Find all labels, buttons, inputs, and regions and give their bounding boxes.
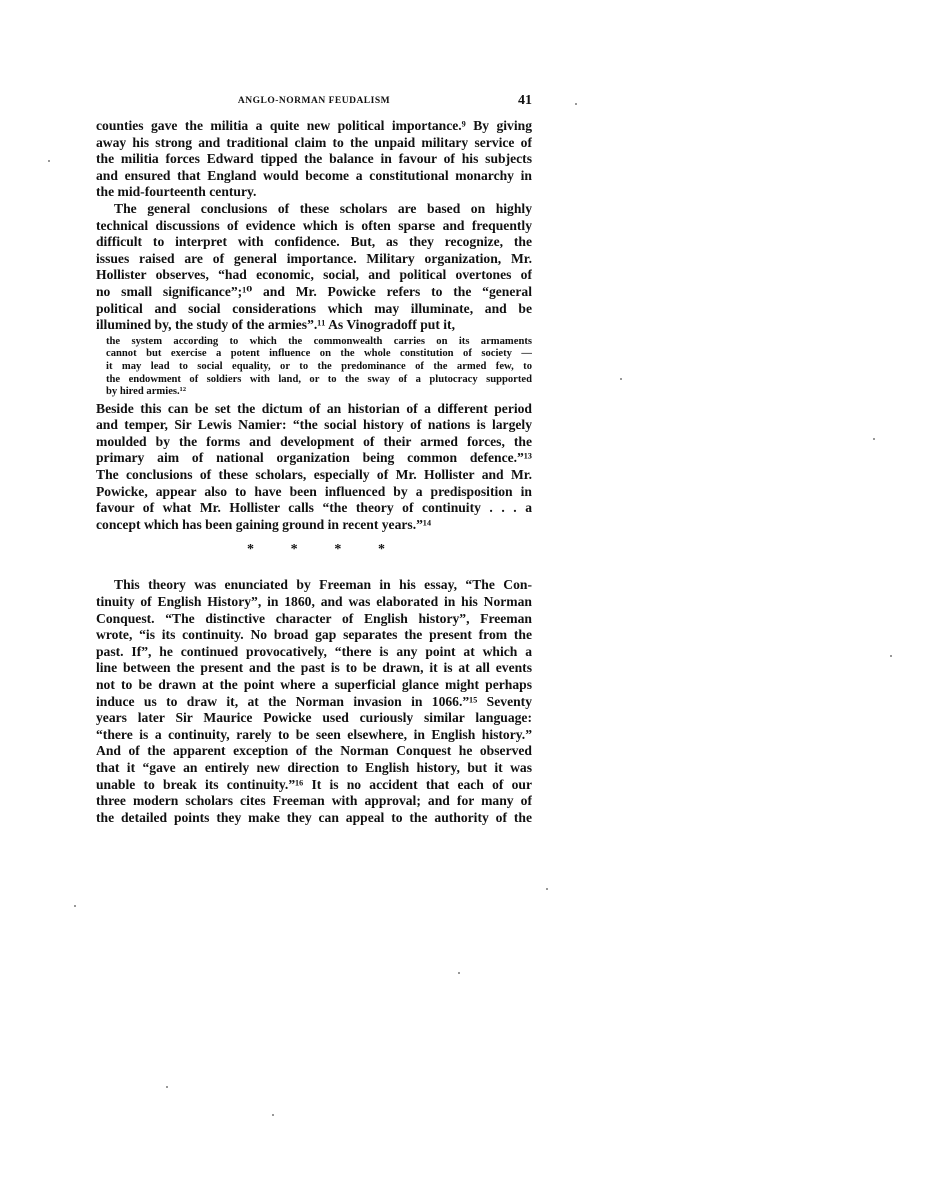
paragraph-2 <box>96 201 532 334</box>
text-line: Hollister observes, “had economic, social, and political overtones of <box>96 267 532 283</box>
text-line: years later Sir Maurice Powicke used curiously similar language: <box>96 710 532 726</box>
quote-line: cannot but exercise a potent influence on the whole constitution of society — <box>106 348 532 360</box>
text-line: unable to break its continuity.”¹⁶ It is no accident that each of our <box>96 776 532 792</box>
text-line: issues raised are of general importance. Military organization, Mr. <box>96 250 532 266</box>
text-line: and ensured that England would become a constitutional monarchy in <box>96 167 532 183</box>
text-line: Powicke, appear also to have been influenced by a predisposition in <box>96 483 532 499</box>
text-line: Beside this can be set the dictum of an historian of a different period <box>96 400 532 416</box>
text-line: political and social considerations which may illuminate, and be <box>96 300 532 316</box>
text-line: concept which has been gaining ground in recent years.”¹⁴ <box>96 516 432 532</box>
scan-speck <box>166 1086 168 1088</box>
text-line: the militia forces Edward tipped the balance in favour of his subjects <box>96 151 532 167</box>
text-line: line between the present and the past is to be drawn, it is at all events <box>96 660 532 676</box>
scan-speck <box>873 438 875 440</box>
text-line: moulded by the forms and development of their armed forces, the <box>96 433 532 449</box>
paragraph-4 <box>96 577 532 826</box>
text-line: wrote, “is its continuity. No broad gap separates the present from the <box>96 627 532 643</box>
text-line: The conclusions of these scholars, especially of Mr. Hollister and Mr. <box>96 467 532 483</box>
running-title: ANGLO-NORMAN FEUDALISM <box>237 96 391 106</box>
running-head <box>96 93 532 118</box>
page-number: 41 <box>518 93 532 108</box>
scan-speck <box>890 655 892 657</box>
text-line: The general conclusions of these scholars are based on highly <box>114 200 532 216</box>
scan-speck <box>575 103 577 105</box>
text-line: Conquest. “The distinctive character of English history”, Freeman <box>96 610 532 626</box>
text-line: induce us to draw it, at the Norman invasion in 1066.”¹⁵ Seventy <box>96 693 532 709</box>
block-quote <box>106 336 532 399</box>
text-line: technical discussions of evidence which is often sparse and frequently <box>96 217 532 233</box>
text-line: past. If”, he continued provocatively, “there is any point at which a <box>96 643 532 659</box>
text-line: This theory was enunciated by Freeman in his essay, “The Con- <box>114 577 532 593</box>
paragraph-1 <box>96 118 532 201</box>
text-line: the mid-fourteenth century. <box>96 184 257 200</box>
text-line: three modern scholars cites Freeman with approval; and for many of <box>96 793 532 809</box>
quote-line: by hired armies.¹² <box>106 386 187 398</box>
text-line: the detailed points they make they can appeal to the authority of the <box>96 809 532 825</box>
scan-speck <box>458 972 460 974</box>
quote-line: the system according to which the commonwealth carries on its armaments <box>106 335 532 347</box>
scan-speck <box>546 888 548 890</box>
text-line: not to be drawn at the point where a superficial glance might perhaps <box>96 677 532 692</box>
text-line: And of the apparent exception of the Norman Conquest he observed <box>96 743 532 759</box>
text-line: primary aim of national organization being common defence.”¹³ <box>96 450 532 466</box>
asterisk: * <box>290 542 298 558</box>
scan-speck <box>74 905 76 907</box>
scan-speck <box>48 160 50 162</box>
text-line: favour of what Mr. Hollister calls “the theory of continuity . . . a <box>96 500 532 516</box>
text-line: illumined by, the study of the armies”.¹¹ As Vinogradoff put it, <box>96 317 455 333</box>
quote-line: the endowment of soldiers with land, or to the sway of a plutocracy supported <box>106 373 532 385</box>
text-line: and temper, Sir Lewis Namier: “the social history of nations is largely <box>96 417 532 433</box>
asterisk: * <box>247 542 254 558</box>
text-line: away his strong and traditional claim to the unpaid military service of <box>96 134 532 150</box>
scan-speck <box>620 378 622 380</box>
text-line: no small significance”;¹⁰ and Mr. Powicke refers to the “general <box>96 283 532 299</box>
text-line: that it “gave an entirely new direction to English history, but it was <box>96 759 532 775</box>
asterisk: * <box>334 542 342 558</box>
section-break-asterism <box>243 543 385 557</box>
asterisk: * <box>377 542 385 558</box>
text-line: tinuity of English History”, in 1860, and was elaborated in his Norman <box>96 594 532 610</box>
paragraph-3 <box>96 401 532 534</box>
text-line: difficult to interpret with confidence. But, as they recognize, the <box>96 234 532 250</box>
scan-speck <box>272 1114 274 1116</box>
text-line: “there is a continuity, rarely to be seen elsewhere, in English history.” <box>96 726 532 742</box>
book-page <box>96 93 532 826</box>
text-line: counties gave the militia a quite new political importance.⁹ By giving <box>96 118 532 133</box>
quote-line: it may lead to social equality, or to the predominance of the armed few, to <box>106 360 532 372</box>
